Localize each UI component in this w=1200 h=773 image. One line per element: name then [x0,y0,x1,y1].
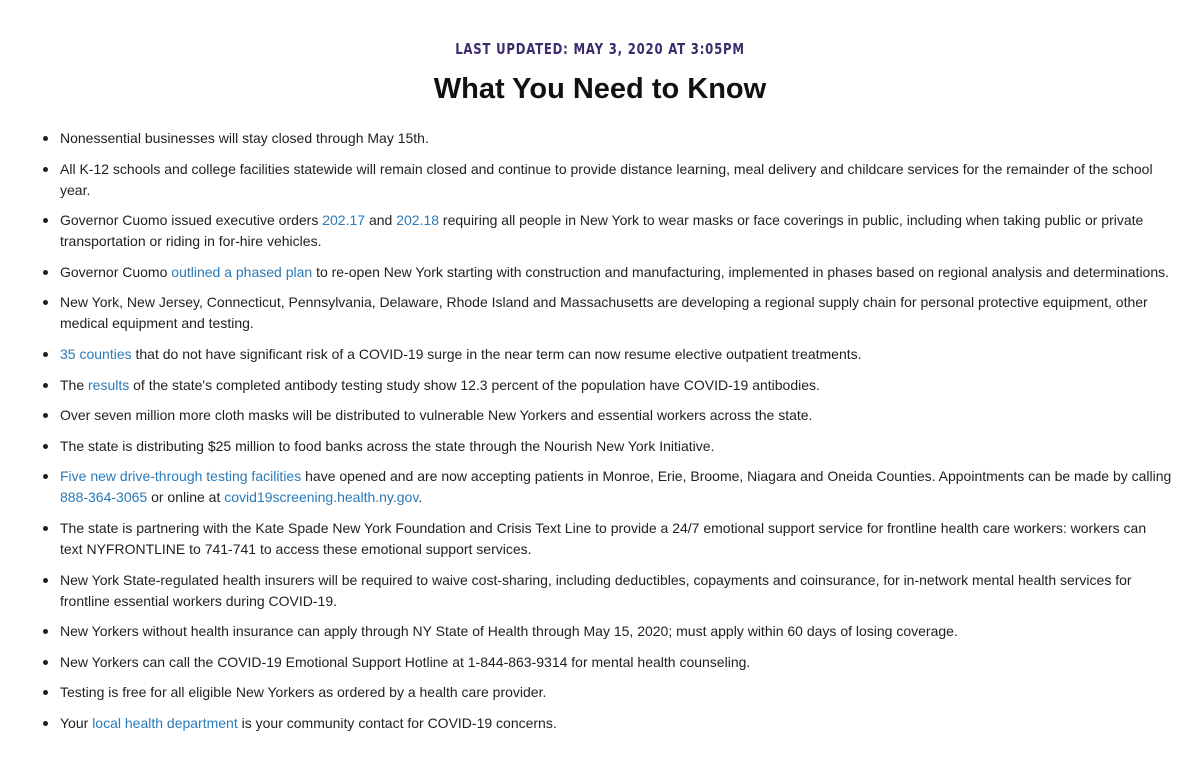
list-item [60,682,1172,703]
item-text: . [418,489,423,506]
item-text: New Yorkers can call the COVID-19 Emotional Support Hotline at 1-844-863-9314 for mental health counseling. [60,653,751,670]
link-phone-testing[interactable]: 888-364-3065 [60,489,148,506]
item-text: New York, New Jersey, Connecticut, Pennsylvania, Delaware, Rhode Island and Massachusetts are developing a regional supply chain for personal protective equipment, other medical equipment and testing. [60,294,1148,332]
list-item [60,128,1172,149]
list-item [60,159,1172,201]
item-text: The [60,376,89,393]
item-text: requiring all people in New York to wear masks or face coverings in public, including when taking public or private transportation or riding in for-hire vehicles. [60,212,1144,250]
item-text: to re-open New York starting with construction and manufacturing, implemented in phases based on regional analysis and determinations. [312,263,1170,280]
link-eo-202-17[interactable]: 202.17 [322,212,366,229]
item-text: that do not have significant risk of a COVID-19 surge in the near term can now resume elective outpatient treatments. [131,345,862,362]
item-text: Nonessential businesses will stay closed through May 15th. [60,130,429,146]
list-item [60,405,1172,426]
list-item [60,375,1172,396]
item-text: All K-12 schools and college facilities statewide will remain closed and continue to provide distance learning, meal delivery and childcare services for the remainder of the school year. [60,160,1153,198]
item-text: and [365,212,397,229]
item-text: New Yorkers without health insurance can apply through NY State of Health through May 15, 2020; must apply within 60 days of losing coverage. [60,623,958,640]
list-item [60,518,1172,560]
list-item [60,262,1172,283]
link-phased-plan[interactable]: outlined a phased plan [171,263,313,280]
list-item [60,436,1172,457]
link-eo-202-18[interactable]: 202.18 [396,212,440,229]
list-item [60,210,1172,252]
list-item [60,570,1172,612]
item-text: Testing is free for all eligible New Yorkers as ordered by a health care provider. [60,684,547,701]
page-title: What You Need to Know [433,73,767,105]
list-item [60,621,1172,642]
last-updated-label: LAST UPDATED: MAY 3, 2020 AT 3:05PM [455,40,745,58]
link-local-health-department[interactable]: local health department [92,714,238,731]
list-item [60,713,1172,734]
link-drive-through-testing[interactable]: Five new drive-through testing facilities [60,468,302,485]
item-text: The state is distributing $25 million to food banks across the state through the Nourish New York Initiative. [60,437,715,454]
list-item [60,466,1172,508]
item-text: The state is partnering with the Kate Spade New York Foundation and Crisis Text Line to provide a 24/7 emotional support service for frontline health care workers: workers can text NYFRONTLINE to 741-741 to access these emotional support services. [60,519,1147,557]
item-text: is your community contact for COVID-19 concerns. [237,714,557,731]
item-text: Over seven million more cloth masks will be distributed to vulnerable New Yorkers and essential workers across the state. [60,407,813,424]
link-antibody-results[interactable]: results [88,376,130,393]
item-text: Your [60,714,93,731]
item-text: New York State-regulated health insurers will be required to waive cost-sharing, including deductibles, copayments and coinsurance, for in-network mental health services for frontline essential workers during COVID-19. [60,571,1132,609]
list-item [60,292,1172,334]
item-text: of the state's completed antibody testing study show 12.3 percent of the population have COVID-19 antibodies. [129,376,820,393]
link-covid19screening[interactable]: covid19screening.health.ny.gov [224,489,419,506]
item-text: Governor Cuomo [60,263,172,280]
item-text: have opened and are now accepting patients in Monroe, Erie, Broome, Niagara and Oneida Counties. Appointments can be made by calling [301,468,1172,485]
list-item [60,344,1172,365]
item-text: Governor Cuomo issued executive orders [60,212,323,229]
link-35-counties[interactable]: 35 counties [60,345,132,362]
key-facts-list [60,128,1172,744]
list-item [60,652,1172,673]
item-text: or online at [147,489,225,506]
